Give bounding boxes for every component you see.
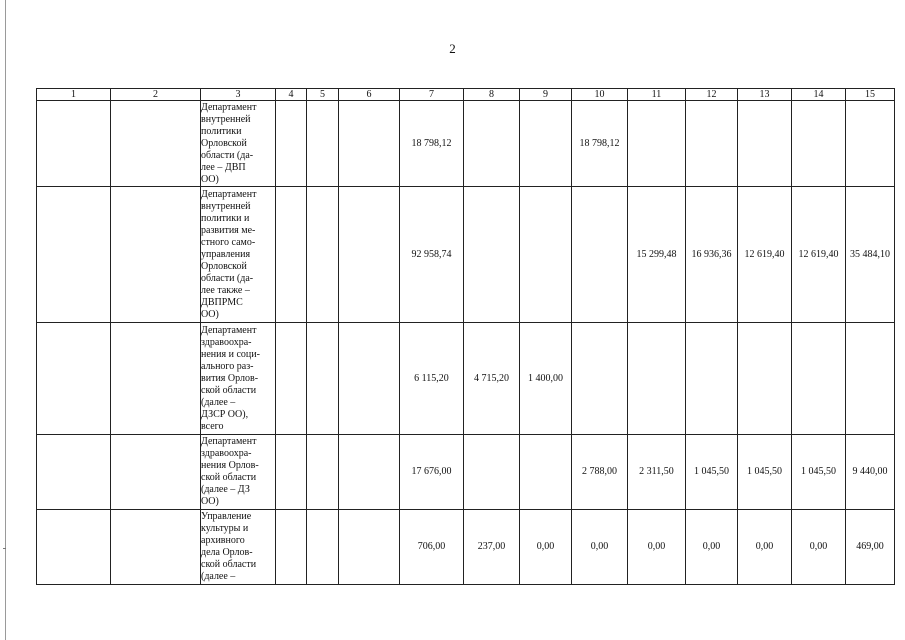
value-col-8 (464, 101, 520, 187)
column-number: 12 (686, 89, 738, 101)
cell-col-5 (307, 187, 339, 323)
name-line: ОО) (201, 496, 219, 507)
name-line: развития ме- (201, 224, 256, 236)
name-line: нения Орлов- (201, 460, 259, 471)
name-line: всего (201, 420, 224, 432)
value-col-9 (520, 187, 572, 323)
cell-col-5 (307, 323, 339, 435)
column-number: 13 (738, 89, 792, 101)
column-number: 5 (307, 89, 339, 101)
value-col-12: 0,00 (686, 510, 738, 585)
page-number: 2 (449, 41, 456, 56)
value-col-15 (846, 101, 895, 187)
name-line: лее также – (201, 284, 250, 296)
name-line: ального раз- (201, 360, 254, 372)
table-row (37, 323, 895, 435)
value-col-7: 706,00 (400, 510, 464, 585)
name-line: (далее – (201, 396, 236, 408)
column-number: 7 (400, 89, 464, 101)
table-row (37, 510, 895, 585)
value-col-9: 0,00 (520, 510, 572, 585)
cell-col-1 (37, 101, 111, 187)
column-number: 2 (111, 89, 201, 101)
name-line: (далее – (201, 571, 236, 582)
column-number-row (37, 89, 895, 101)
value-col-10 (572, 187, 628, 323)
value-col-11: 2 311,50 (628, 435, 686, 510)
column-number: 6 (339, 89, 400, 101)
value-col-10: 18 798,12 (572, 101, 628, 187)
name-line: Орловской (201, 137, 247, 149)
name-line: нения и соци- (201, 348, 260, 360)
department-name (201, 101, 276, 187)
value-col-8: 4 715,20 (464, 323, 520, 435)
value-col-7: 18 798,12 (400, 101, 464, 187)
department-name (201, 323, 276, 435)
name-line: ской области (201, 472, 257, 483)
value-col-15 (846, 323, 895, 435)
value-col-14 (792, 323, 846, 435)
value-col-13 (738, 323, 792, 435)
column-number: 3 (201, 89, 276, 101)
name-line: здравоохра- (201, 448, 252, 459)
column-number: 4 (276, 89, 307, 101)
column-number: 11 (628, 89, 686, 101)
value-col-9 (520, 435, 572, 510)
value-col-12: 16 936,36 (686, 187, 738, 323)
cell-col-1 (37, 187, 111, 323)
cell-col-5 (307, 435, 339, 510)
name-line: Департамент (201, 324, 257, 336)
value-col-7: 92 958,74 (400, 187, 464, 323)
value-col-8: 237,00 (464, 510, 520, 585)
value-col-7: 6 115,20 (400, 323, 464, 435)
cell-col-5 (307, 510, 339, 585)
value-col-12: 1 045,50 (686, 435, 738, 510)
column-number: 10 (572, 89, 628, 101)
name-line: архивного (201, 535, 245, 546)
value-col-9 (520, 101, 572, 187)
cell-col-6 (339, 101, 400, 187)
name-line: ДВПРМС (201, 296, 243, 308)
name-line: лее – ДВП (201, 161, 246, 173)
name-line: Департамент (201, 436, 257, 447)
cell-col-4 (276, 187, 307, 323)
cell-col-6 (339, 323, 400, 435)
value-col-14: 1 045,50 (792, 435, 846, 510)
name-line: внутренней (201, 200, 251, 212)
name-line: вития Орлов- (201, 372, 259, 384)
cell-col-2 (111, 435, 201, 510)
column-number: 8 (464, 89, 520, 101)
table-row (37, 101, 895, 187)
name-line: Департамент (201, 101, 257, 113)
budget-table (36, 88, 895, 585)
column-number: 9 (520, 89, 572, 101)
value-col-14 (792, 101, 846, 187)
value-col-8 (464, 187, 520, 323)
value-col-11 (628, 101, 686, 187)
name-line: управления (201, 248, 251, 260)
value-col-12 (686, 323, 738, 435)
cell-col-2 (111, 101, 201, 187)
name-line: ДЗСР ОО), (201, 408, 249, 420)
cell-col-1 (37, 435, 111, 510)
value-col-11: 0,00 (628, 510, 686, 585)
value-col-13: 12 619,40 (738, 187, 792, 323)
table-row (37, 187, 895, 323)
name-line: Орловской (201, 260, 247, 272)
value-col-11: 15 299,48 (628, 187, 686, 323)
name-line: здравоохра- (201, 336, 252, 348)
name-line: области (да- (201, 272, 254, 284)
cell-col-2 (111, 323, 201, 435)
name-line: Департамент (201, 188, 257, 200)
value-col-13 (738, 101, 792, 187)
cell-col-4 (276, 510, 307, 585)
value-col-9: 1 400,00 (520, 323, 572, 435)
department-name (201, 510, 276, 585)
value-col-12 (686, 101, 738, 187)
cell-col-4 (276, 101, 307, 187)
name-line: Управление (201, 511, 252, 522)
table-row (37, 435, 895, 510)
value-col-10 (572, 323, 628, 435)
value-col-7: 17 676,00 (400, 435, 464, 510)
name-line: стного само- (201, 236, 256, 248)
name-line: области (да- (201, 149, 254, 161)
value-col-14: 0,00 (792, 510, 846, 585)
cell-col-6 (339, 187, 400, 323)
column-number: 14 (792, 89, 846, 101)
cell-col-2 (111, 510, 201, 585)
cell-col-4 (276, 435, 307, 510)
name-line: ОО) (201, 173, 219, 185)
name-line: ской области (201, 559, 257, 570)
name-line: политики (201, 125, 242, 137)
department-name (201, 187, 276, 323)
cell-col-4 (276, 323, 307, 435)
name-line: внутренней (201, 113, 251, 125)
name-line: политики и (201, 212, 250, 224)
left-margin-line (5, 0, 6, 640)
cell-col-1 (37, 323, 111, 435)
value-col-14: 12 619,40 (792, 187, 846, 323)
value-col-11 (628, 323, 686, 435)
value-col-15: 35 484,10 (846, 187, 895, 323)
value-col-10: 2 788,00 (572, 435, 628, 510)
department-name (201, 435, 276, 510)
cell-col-6 (339, 510, 400, 585)
value-col-10: 0,00 (572, 510, 628, 585)
column-number: 1 (37, 89, 111, 101)
cell-col-2 (111, 187, 201, 323)
value-col-15: 9 440,00 (846, 435, 895, 510)
name-line: (далее – ДЗ (201, 484, 250, 495)
cell-col-5 (307, 101, 339, 187)
name-line: культуры и (201, 523, 249, 534)
value-col-13: 1 045,50 (738, 435, 792, 510)
name-line: ской области (201, 384, 257, 396)
cell-col-6 (339, 435, 400, 510)
column-number: 15 (846, 89, 895, 101)
left-margin-tick (3, 548, 6, 549)
value-col-8 (464, 435, 520, 510)
cell-col-1 (37, 510, 111, 585)
value-col-15: 469,00 (846, 510, 895, 585)
value-col-13: 0,00 (738, 510, 792, 585)
name-line: дела Орлов- (201, 547, 253, 558)
name-line: ОО) (201, 308, 219, 320)
